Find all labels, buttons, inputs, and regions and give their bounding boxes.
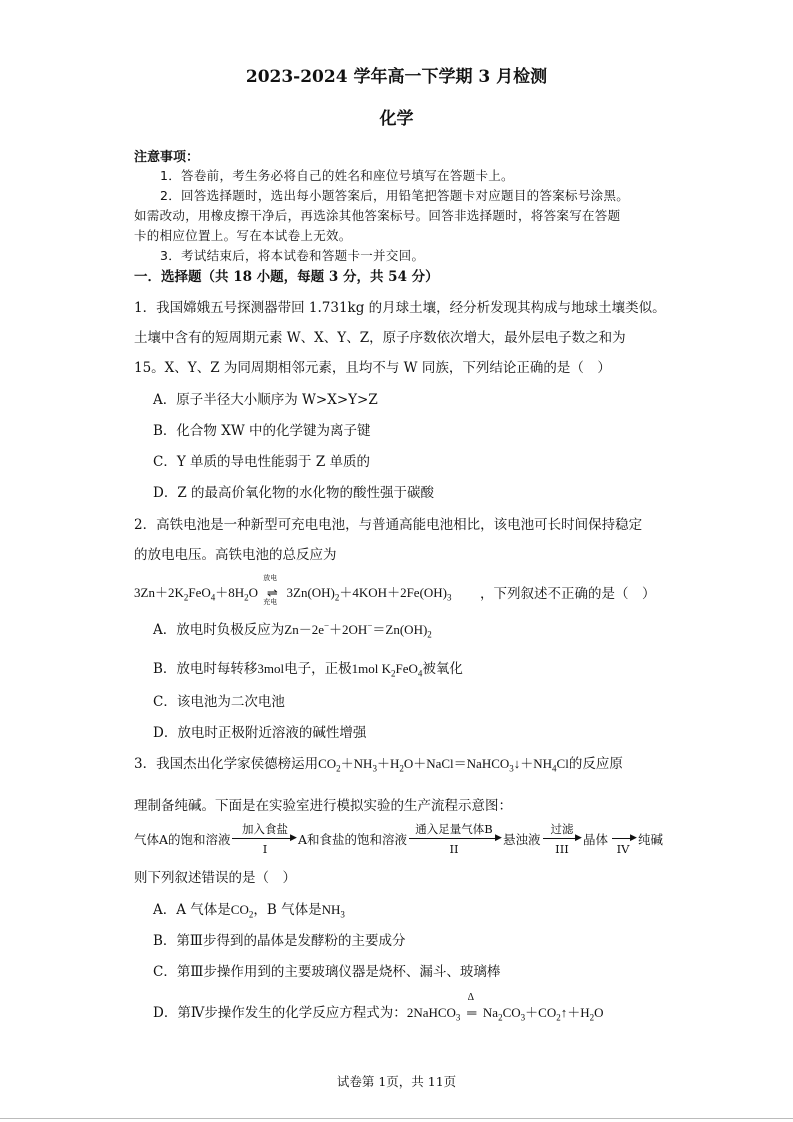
q1-stem-line: 土壤中含有的短周期元素 W、X、Y、Z，原子序数依次增大，最外层电子数之和为 [134, 330, 626, 346]
q3-ask: 则下列叙述错误的是（ ） [134, 870, 296, 886]
note-line: 2．回答选择题时，选出每小题答案后，用铅笔把答题卡对应题目的答案标号涂黑。 [160, 188, 630, 203]
q2-option-d[interactable]: D．放电时正极附近溶液的碱性增强 [153, 725, 367, 741]
q2-equation: $3Zn+2K_2FeO_4+8H_2O$ 放电 ⇌ 充电 $3Zn(OH)_2+4KOH+2Fe(OH)_3$ [134, 574, 452, 606]
note-line: 3．考试结束后，将本试卷和答题卡一并交回。 [160, 248, 425, 263]
q2-option-c[interactable]: C．该电池为二次电池 [153, 694, 285, 710]
notes-heading: 注意事项： [134, 150, 200, 165]
q3-option-d[interactable]: D．第Ⅳ步操作发生的化学反应方程式为：2NaHCO$_3$ Δ ═ $Na_2CO_3+CO_2↑+H_2O$ [153, 992, 604, 1023]
q2-option-b[interactable]: B．放电时每转移3mol电子，正极1mol $K_2FeO_4$被氧化 [153, 661, 463, 679]
page-bottom-divider [0, 1118, 793, 1119]
q1-stem-line: 15。X、Y、Z 为同周期相邻元素，且均不与 W 同族，下列结论正确的是（ ） [134, 360, 611, 376]
flow-step3-label: 过滤 [550, 822, 574, 836]
flow-step1-label: 加入食盐 [242, 822, 288, 836]
note-line: 卡的相应位置上。写在本试卷上无效。 [134, 228, 352, 243]
q3-option-c[interactable]: C．第Ⅲ步操作用到的主要玻璃仪器是烧杯、漏斗、玻璃棒 [153, 964, 501, 980]
q1-stem-line: 1．我国嫦娥五号探测器带回 1.731kg 的月球土壤，经分析发现其构成与地球土壤类似。 [134, 300, 666, 316]
heat-arrow: Δ ═ [467, 992, 477, 1020]
flow-mid3: 晶体 [583, 832, 609, 847]
flow-step1-num: I [262, 842, 268, 856]
flow-end: 纯碱 [638, 832, 664, 847]
flow-start: 气体A的饱和溶液 [134, 832, 231, 847]
flow-arrow-3 [543, 838, 579, 839]
flow-step2-num: II [449, 842, 459, 856]
flow-step2-label: 通入足量气体B [415, 822, 493, 836]
exam-title: 2023-2024 学年高一下学期 3 月检测 [245, 67, 548, 87]
flow-step4-num: IV [616, 842, 630, 856]
q2-stem-line: 2．高铁电池是一种新型可充电电池，与普通高能电池相比，该电池可长时间保持稳定 [134, 517, 643, 533]
arrow-head-icon: ▶ [495, 833, 502, 843]
exam-subject: 化学 [379, 109, 414, 129]
flow-step3-num: III [555, 842, 569, 856]
q2-stem-line: 的放电电压。高铁电池的总反应为 [134, 547, 337, 563]
flow-arrow-1 [232, 838, 294, 839]
flow-mid2: 悬浊液 [503, 832, 541, 847]
q1-option-a[interactable]: A．原子半径大小顺序为 W>X>Y>Z [153, 392, 378, 408]
q3-stem-line2: 理制备纯碱。下面是在实验室进行模拟实验的生产流程示意图： [134, 798, 512, 814]
flow-mid1: A和食盐的饱和溶液 [298, 832, 408, 847]
q1-option-c[interactable]: C．Y 单质的导电性能弱于 Z 单质的 [153, 454, 370, 470]
q3-option-b[interactable]: B．第Ⅲ步得到的晶体是发酵粉的主要成分 [153, 933, 406, 949]
note-line: 如需改动，用橡皮擦干净后，再选涂其他答案标号。回答非选择题时，将答案写在答题 [134, 208, 621, 223]
q2-option-a[interactable]: A．放电时负极反应为$Zn-2e^-+2OH^-=Zn(OH)_2$ [153, 620, 432, 640]
q3-stem-line1: 3．我国杰出化学家侯德榜运用$CO_2+NH_3+H_2O+NaCl=NaHCO_3↓+NH_4Cl$的反应原 [134, 756, 623, 774]
arrow-head-icon: ▶ [575, 833, 582, 843]
flow-arrow-2 [409, 838, 499, 839]
page-footer: 试卷第 1页，共 11页 [336, 1074, 457, 1089]
q3-option-a[interactable]: A．A 气体是$CO_2$，B 气体是$NH_3$ [153, 902, 345, 920]
q1-option-d[interactable]: D．Z 的最高价氧化物的水化物的酸性强于碳酸 [153, 485, 434, 501]
q2-stem-tail: ，下列叙述不正确的是（ ） [480, 586, 656, 602]
q1-option-b[interactable]: B．化合物 XW 中的化学键为离子键 [153, 423, 371, 439]
arrow-head-icon: ▶ [290, 833, 297, 843]
note-line: 1．答卷前，考生务必将自己的姓名和座位号填写在答题卡上。 [160, 168, 514, 183]
reversible-arrow: 放电 ⇌ 充电 [263, 574, 278, 606]
section-heading: 一．选择题（共 18 小题，每题 3 分，共 54 分） [134, 269, 439, 285]
arrow-head-icon: ▶ [630, 833, 637, 843]
